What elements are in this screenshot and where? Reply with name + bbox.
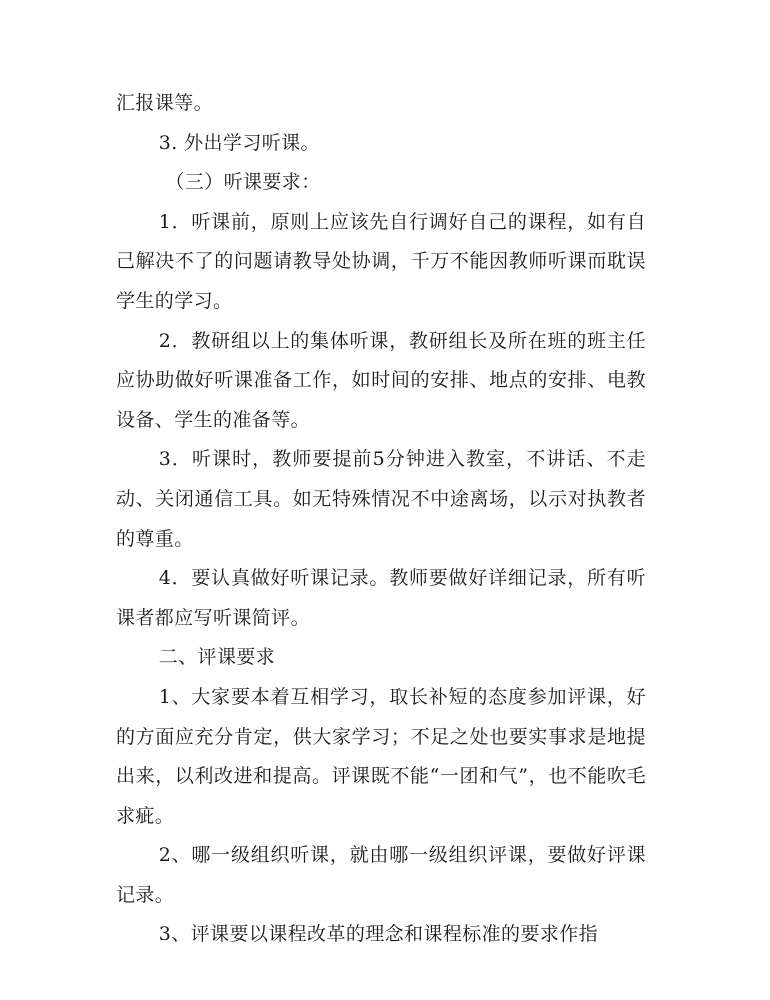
document-body [116, 84, 646, 955]
paragraph-7: 4．要认真做好听课记录。教师要做好详细记录，所有听课者都应写听课简评。 [116, 567, 646, 629]
section-heading-listening-requirements: （三）听课要求： [165, 171, 321, 194]
section-heading-evaluation-requirements: 二、评课要求 [158, 646, 276, 669]
paragraph-2: 3. 外出学习听课。 [158, 131, 320, 154]
paragraph-9: 1、大家要本着互相学习，取长补短的态度参加评课，好的方面应充分肯定，供大家学习；不足之处也要实事求是地提出来，以利改进和提高。评课既不能“一团和气”，也不能吹毛求疵。 [116, 685, 646, 827]
paragraph-6: 3．听课时，教师要提前5分钟进入教室，不讲话、不走动、关闭通信工具。如无特殊情况不中途离场，以示对执教者的尊重。 [116, 448, 646, 550]
paragraph-5: 2．教研组以上的集体听课，教研组长及所在班的班主任应协助做好听课准备工作，如时间的安排、地点的安排、电教设备、学生的准备等。 [116, 329, 646, 431]
paragraph-4: 1．听课前，原则上应该先自行调好自己的课程，如有自己解决不了的问题请教导处协调，千万不能因教师听课而耽误学生的学习。 [116, 210, 646, 312]
paragraph-10: 2、哪一级组织听课，就由哪一级组织评课，要做好评课记录。 [116, 844, 646, 906]
paragraph-1: 汇报课等。 [116, 92, 214, 114]
paragraph-11: 3、评课要以课程改革的理念和课程标准的要求作指 [158, 923, 599, 946]
